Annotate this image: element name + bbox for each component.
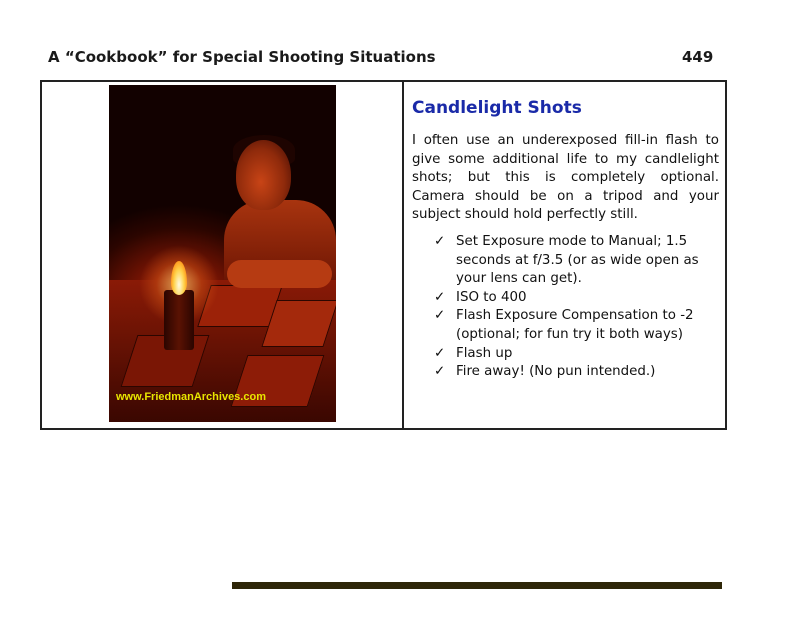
- footer-rule: [232, 582, 722, 589]
- step-text: Flash Exposure Compensation to -2 (optional; for fun try it both ways): [456, 308, 694, 342]
- candle: [164, 290, 194, 350]
- checkmark-icon: ✓: [434, 364, 446, 380]
- photo-cell: [42, 82, 404, 428]
- photo-person-arms: [227, 260, 332, 288]
- checkmark-icon: ✓: [434, 345, 446, 361]
- photo-person-head: [236, 140, 291, 210]
- photo-watermark: www.FriedmanArchives.com: [116, 391, 266, 403]
- steps-list: [412, 233, 719, 382]
- step-text: Set Exposure mode to Manual; 1.5 seconds at f/3.5 (or as wide open as your lens can get).: [456, 233, 699, 287]
- step-text: Flash up: [456, 345, 513, 361]
- section-paragraph: I often use an underexposed fill-in flash to give some additional life to my candlelight shots; but this is completely optional. Camera should be on a tripod and your subject should hold perfectly still.: [412, 133, 719, 223]
- text-cell: [404, 82, 725, 428]
- checkmark-icon: ✓: [434, 289, 446, 305]
- page-header-title: A “Cookbook” for Special Shooting Situations: [48, 48, 436, 66]
- list-item: [434, 345, 719, 364]
- content-table: [40, 80, 727, 430]
- candlelight-photo: [109, 85, 336, 422]
- checkmark-icon: ✓: [434, 233, 446, 249]
- section-title: Candlelight Shots: [412, 98, 582, 118]
- page-number: 449: [682, 48, 714, 66]
- list-item: [434, 307, 719, 344]
- step-text: ISO to 400: [456, 289, 527, 305]
- list-item: [434, 289, 719, 308]
- list-item: [434, 363, 719, 382]
- step-text: Fire away! (No pun intended.): [456, 364, 656, 380]
- checkmark-icon: ✓: [434, 308, 446, 324]
- list-item: [434, 233, 719, 289]
